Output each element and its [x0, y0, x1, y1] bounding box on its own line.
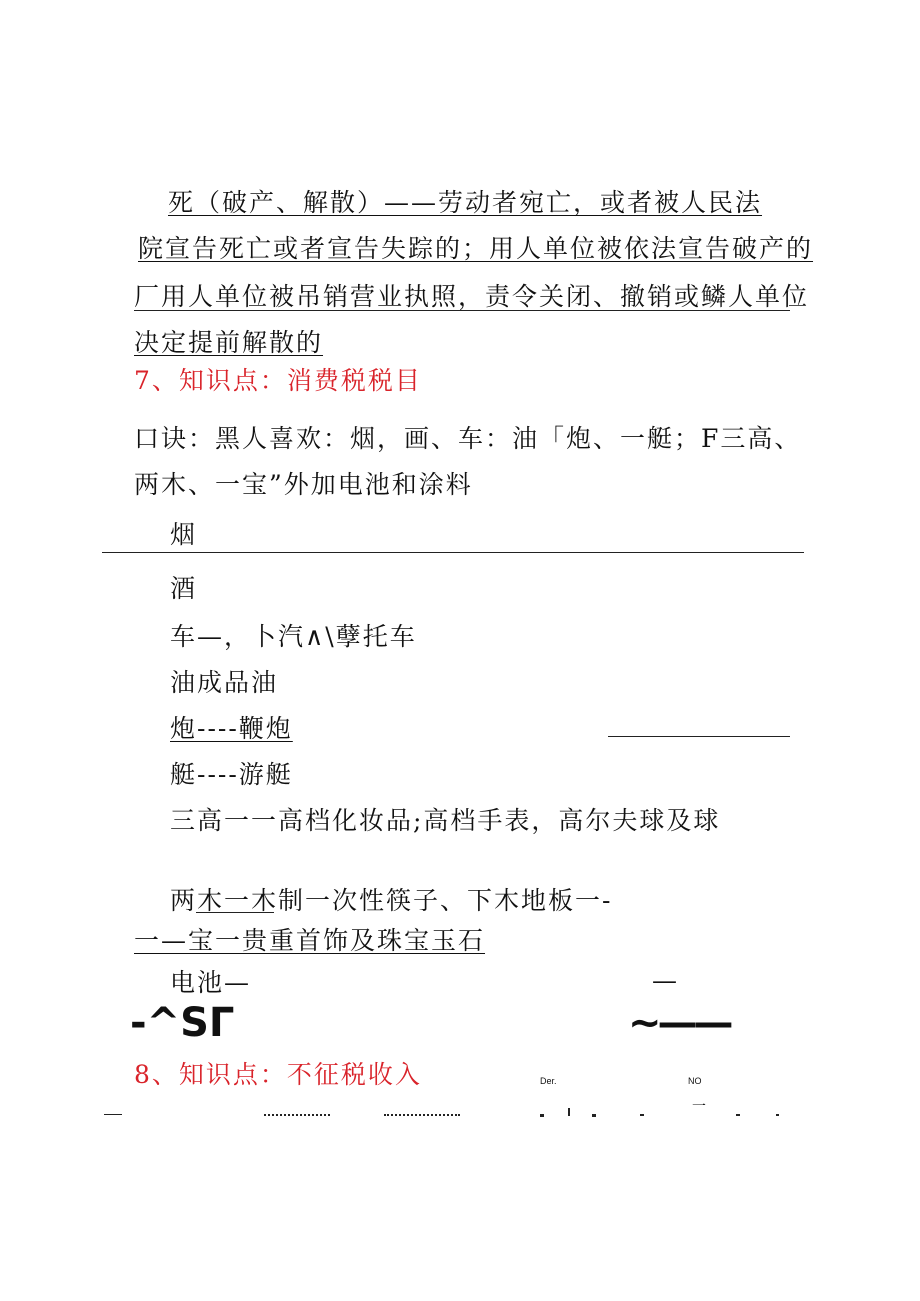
item-pao: 炮----鞭炮 [170, 714, 293, 743]
mnemonic-line2: 两木、一宝”外加电池和涂料 [134, 470, 473, 499]
artifact-mark [264, 1114, 330, 1116]
item-che: 车—，卜汽∧\孽托车 [170, 622, 417, 651]
para1-line4: 决定提前解散的 [134, 328, 324, 357]
para1-line1: 死（破产、解散）——劳动者宛亡，或者被人民法 [168, 188, 763, 217]
para1-line3-underline [134, 310, 790, 311]
item-liangmu: 两木一木制一次性筷子、下木地板一- [170, 886, 613, 915]
para1-line3: 厂用人单位被吊销营业执照，责令关闭、撤销或鳞人单位 [134, 282, 810, 311]
mnemonic-line1: 口诀：黑人喜欢：烟，画、车：油「炮、一艇；F三高、 [134, 424, 802, 453]
item-jiu: 酒 [170, 574, 198, 603]
artifact-mark [104, 1114, 122, 1115]
artifact-mark [640, 1114, 644, 1116]
artifact-mark [540, 1114, 544, 1117]
divider-rule [102, 552, 804, 553]
dash-right: — [652, 966, 679, 995]
artifact-mark [592, 1114, 596, 1117]
item-sangao: 三高一一高档化妆品;高档手表，高尔夫球及球 [170, 806, 721, 835]
item-yan: 烟 [170, 520, 198, 549]
item-yibao: 一—宝一贵重首饰及珠宝玉石 [134, 926, 486, 955]
tiny-text-left: Der. [540, 1076, 557, 1086]
garble-left: -^SΓ [130, 1000, 235, 1046]
artifact-mark [384, 1114, 460, 1116]
item-ting: 艇----游艇 [170, 760, 293, 789]
artifact-mark [568, 1108, 570, 1116]
section8-heading: 8、知识点：不征税收入 [134, 1060, 422, 1089]
tiny-text-right: NO [688, 1076, 702, 1086]
artifact-mark [776, 1114, 779, 1116]
section7-heading: 7、知识点：消费税税目 [134, 366, 422, 395]
item-dianchi: 电池— [170, 968, 252, 997]
right-blank-rule [608, 736, 790, 737]
para1-line2: 院宣告死亡或者宣告失踪的；用人单位被依法宣告破产的 [138, 234, 814, 263]
item-you: 油成品油 [170, 668, 279, 697]
garble-right: ~—— [628, 1000, 730, 1046]
artifact-mark [736, 1114, 740, 1116]
liangmu-underline [196, 912, 274, 913]
footer-mark: 一 [692, 1098, 706, 1114]
